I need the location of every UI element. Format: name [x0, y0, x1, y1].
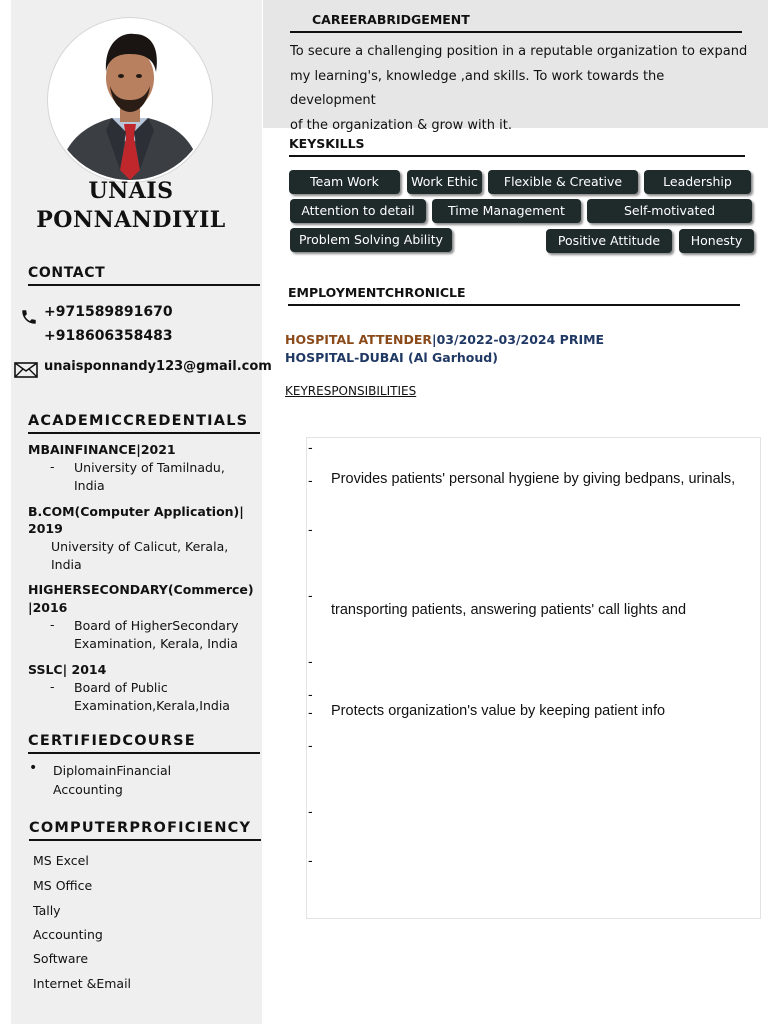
- degree-sslc: SSLC| 2014: [28, 662, 107, 677]
- certified-heading: CERTIFIEDCOURSE: [28, 733, 260, 754]
- list-dash: -: [308, 737, 313, 753]
- degree-bcom: B.COM(Computer Application)|: [28, 504, 244, 519]
- skill-chip: Flexible & Creative: [488, 170, 638, 194]
- keyskills-heading: KEYSKILLS: [289, 136, 745, 157]
- institution-line: University of Tamilnadu,: [74, 460, 225, 475]
- list-dash: -: [308, 587, 313, 603]
- proficiency-item: MS Office: [33, 878, 93, 893]
- institution-line: University of Calicut, Kerala,: [51, 539, 229, 554]
- institution-line: Board of Public: [74, 680, 168, 695]
- name-last: PONNANDIYIL: [36, 207, 226, 233]
- career-objective: [290, 40, 752, 138]
- skill-chip: Time Management: [432, 199, 581, 223]
- computer-heading: COMPUTERPROFICIENCY: [29, 820, 261, 841]
- proficiency-item: Accounting: [33, 927, 103, 942]
- job-employer: HOSPITAL-DUBAI (Al Garhoud): [285, 350, 498, 365]
- skill-chip: Self-motivated: [587, 199, 752, 223]
- degree-higher-secondary: HIGHERSECONDARY(Commerce): [28, 582, 254, 597]
- responsibilities-box: [306, 437, 761, 919]
- list-dash: -: [308, 472, 313, 488]
- list-dash: -: [308, 704, 313, 720]
- list-dash: -: [308, 852, 313, 868]
- list-dash: -: [308, 521, 313, 537]
- proficiency-item: Internet &Email: [33, 976, 132, 991]
- job-dates: |03/2022-03/2024 PRIME: [432, 332, 605, 347]
- phone-primary[interactable]: +971589891670: [44, 304, 173, 320]
- responsibility-item: transporting patients, answering patients' call lights and: [331, 602, 687, 618]
- career-line: my learning's, knowledge ,and skills. To work towards the development: [290, 68, 665, 108]
- email-link[interactable]: unaisponnandy123@gmail.com: [44, 359, 272, 374]
- job-title-line: [285, 332, 604, 347]
- academic-heading: ACADEMICCREDENTIALS: [28, 413, 260, 434]
- list-dash: -: [308, 686, 313, 702]
- skill-chip: Team Work: [289, 170, 400, 194]
- proficiency-item: Software: [33, 951, 89, 966]
- career-heading: CAREERABRIDGEMENT: [290, 12, 742, 33]
- list-dash: -: [308, 803, 313, 819]
- career-line: To secure a challenging position in a reputable organization to expand: [290, 44, 748, 59]
- phone-secondary[interactable]: +918606358483: [44, 328, 173, 344]
- mail-icon: [14, 362, 38, 382]
- list-dash: -: [50, 459, 55, 474]
- degree-bcom-year: 2019: [28, 521, 63, 536]
- degree-higher-secondary-year: |2016: [28, 600, 68, 615]
- skill-chip: Problem Solving Ability: [290, 228, 452, 252]
- certified-course-line: Accounting: [53, 782, 123, 797]
- institution-line: India: [51, 557, 82, 572]
- skill-chip: Work Ethic: [407, 170, 482, 194]
- person-portrait-icon: [50, 20, 210, 180]
- employment-heading: EMPLOYMENTCHRONICLE: [288, 285, 740, 306]
- skill-chip: Honesty: [679, 229, 754, 253]
- job-role: HOSPITAL ATTENDER: [285, 332, 433, 347]
- list-dash: -: [308, 439, 313, 455]
- list-dash: -: [50, 679, 55, 694]
- skill-chip: Positive Attitude: [546, 229, 672, 253]
- degree-mba: MBAINFINANCE|2021: [28, 442, 176, 457]
- name-first: UNAIS: [88, 178, 174, 204]
- skill-chip: Leadership: [644, 170, 751, 194]
- institution-line: Examination,Kerala,India: [74, 698, 230, 713]
- institution-line: Examination, Kerala, India: [74, 636, 238, 651]
- institution-line: India: [74, 478, 105, 493]
- responsibility-item: Protects organization's value by keeping patient info: [331, 703, 666, 719]
- contact-heading: CONTACT: [28, 265, 260, 286]
- profile-photo: [48, 18, 212, 182]
- career-line: of the organization & grow with it.: [290, 117, 512, 133]
- list-dash: -: [50, 617, 55, 632]
- phone-icon: [20, 308, 38, 330]
- proficiency-item: MS Excel: [33, 853, 89, 868]
- proficiency-item: Tally: [33, 903, 61, 918]
- bullet-dot: •: [29, 760, 38, 776]
- responsibilities-heading: KEYRESPONSIBILITIES: [285, 384, 417, 398]
- institution-line: Board of HigherSecondary: [74, 618, 239, 633]
- certified-course-line: DiplomainFinancial: [53, 763, 172, 778]
- list-dash: -: [308, 653, 313, 669]
- skill-chip: Attention to detail: [290, 199, 426, 223]
- responsibility-item: Provides patients' personal hygiene by giving bedpans, urinals,: [331, 471, 736, 487]
